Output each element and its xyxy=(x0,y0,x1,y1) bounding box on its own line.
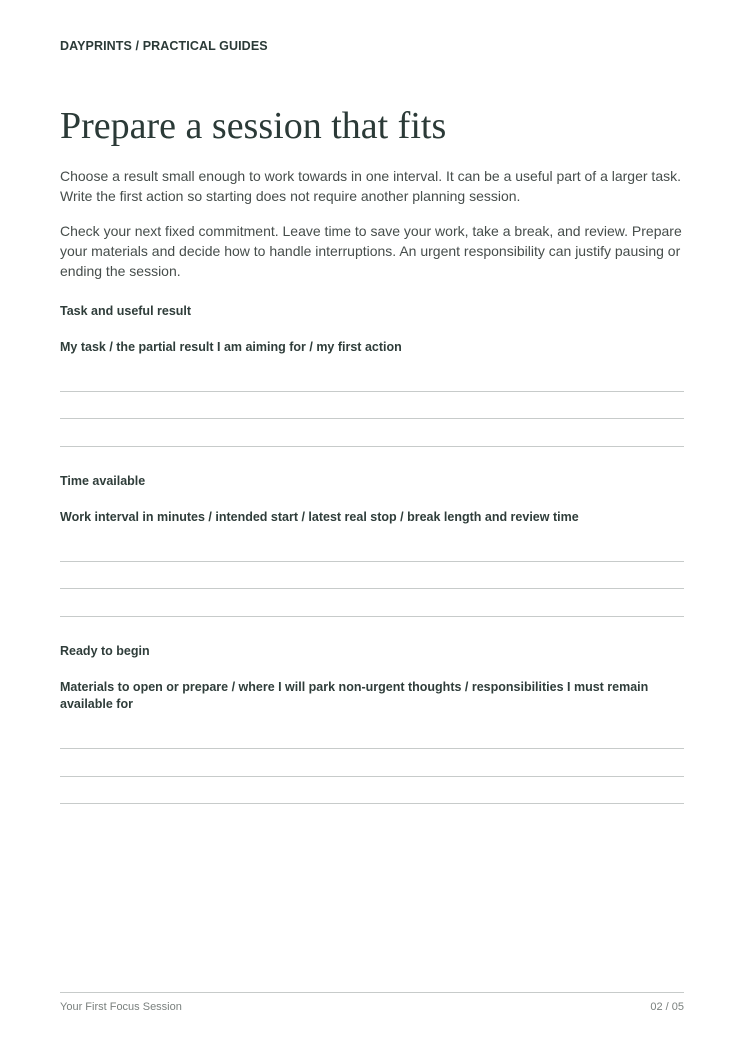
write-line[interactable] xyxy=(60,748,684,749)
write-line[interactable] xyxy=(60,418,684,419)
section-time xyxy=(60,473,684,526)
breadcrumb: DAYPRINTS / PRACTICAL GUIDES xyxy=(60,39,268,53)
intro-paragraph: Choose a result small enough to work towards in one interval. It can be a useful part of a larger task. Write the first action so starting does not require another planning session. xyxy=(60,168,681,204)
write-line[interactable] xyxy=(60,776,684,777)
section-title: Ready to begin xyxy=(60,644,150,658)
page-number: 02 / 05 xyxy=(650,1001,684,1013)
footer-doc-title: Your First Focus Session xyxy=(60,1001,182,1013)
section-task xyxy=(60,303,684,356)
section-prompt: Work interval in minutes / intended start / latest real stop / break length and review time xyxy=(60,510,579,524)
section-prompt: My task / the partial result I am aiming for / my first action xyxy=(60,340,402,354)
section-title: Task and useful result xyxy=(60,304,192,318)
write-line[interactable] xyxy=(60,391,684,392)
write-line[interactable] xyxy=(60,803,684,804)
page xyxy=(60,0,684,1053)
section-title: Time available xyxy=(60,474,146,488)
write-line[interactable] xyxy=(60,588,684,589)
section-prompt: Materials to open or prepare / where I will park non-urgent thoughts / responsibilities I must remain available for xyxy=(60,680,649,711)
write-line[interactable] xyxy=(60,616,684,617)
page-title: Prepare a session that fits xyxy=(60,105,447,147)
write-line[interactable] xyxy=(60,446,684,447)
intro xyxy=(60,166,684,296)
write-line[interactable] xyxy=(60,561,684,562)
footer-divider xyxy=(60,992,684,993)
intro-paragraph: Check your next fixed commitment. Leave time to save your work, take a break, and review. Prepare your materials and decide how to handle interruptions. An urgent responsibility can justify pausing or ending the session. xyxy=(60,223,682,279)
section-ready xyxy=(60,643,684,713)
